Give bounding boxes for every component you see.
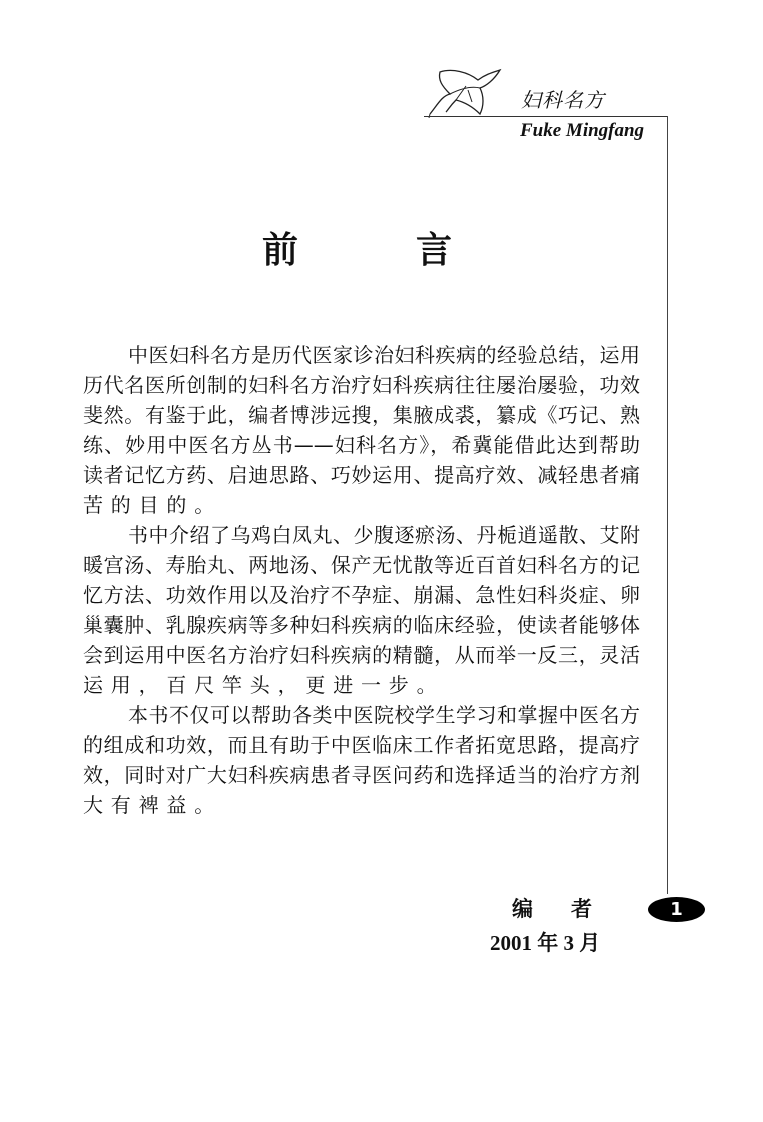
text-line: 的组成和功效，而且有助于中医临床工作者拓宽思路，提高疗 — [83, 733, 640, 757]
text-line: 巢囊肿、乳腺疾病等多种妇科疾病的临床经验，使读者能够体 — [83, 613, 640, 637]
text-line: 练、妙用中医名方丛书——妇科名方》，希冀能借此达到帮助 — [83, 433, 640, 457]
text-line: 斐然。有鉴于此，编者博涉远搜，集腋成裘，纂成《巧记、熟 — [83, 403, 640, 427]
page-number-badge: 1 — [648, 897, 705, 922]
text-line: 运用，百尺竿头，更进一步。 — [83, 673, 445, 697]
series-title-en: Fuke Mingfang — [520, 120, 645, 141]
leaf-logo-icon — [428, 66, 503, 118]
text-line: 读者记忆方药、启迪思路、巧妙运用、提高疗效、减轻患者痛 — [83, 463, 640, 487]
author-char: 者 — [571, 897, 592, 921]
author-char: 编 — [512, 897, 533, 921]
author-signature — [512, 893, 592, 923]
text-line: 中医妇科名方是历代医家诊治妇科疾病的经验总结，运用 — [128, 343, 640, 367]
text-line: 历代名医所创制的妇科名方治疗妇科疾病往往屡治屡验，功效 — [83, 373, 640, 397]
title-char: 前 — [262, 230, 299, 271]
text-line: 忆方法、功效作用以及治疗不孕症、崩漏、急性妇科炎症、卵 — [83, 583, 640, 607]
signature-date: 2001 年 3 月 — [490, 931, 601, 955]
text-line: 会到运用中医名方治疗妇科疾病的精髓，从而举一反三，灵活 — [83, 643, 640, 667]
series-title-cn: 妇科名方 — [521, 88, 605, 112]
page-title — [262, 222, 452, 273]
text-line: 大有裨益。 — [83, 793, 222, 817]
text-line: 书中介绍了乌鸡白凤丸、少腹逐瘀汤、丹栀逍遥散、艾附 — [128, 523, 640, 547]
text-line: 本书不仅可以帮助各类中医院校学生学习和掌握中医名方 — [128, 703, 640, 727]
title-char: 言 — [415, 230, 452, 271]
text-line: 暖宫汤、寿胎丸、两地汤、保产无忧散等近百首妇科名方的记 — [83, 553, 640, 577]
text-line: 效，同时对广大妇科疾病患者寻医问药和选择适当的治疗方剂 — [83, 763, 640, 787]
margin-rule — [667, 116, 668, 894]
preface-body — [83, 340, 640, 820]
text-line: 苦的目的。 — [83, 493, 222, 517]
header-rule — [424, 116, 668, 117]
